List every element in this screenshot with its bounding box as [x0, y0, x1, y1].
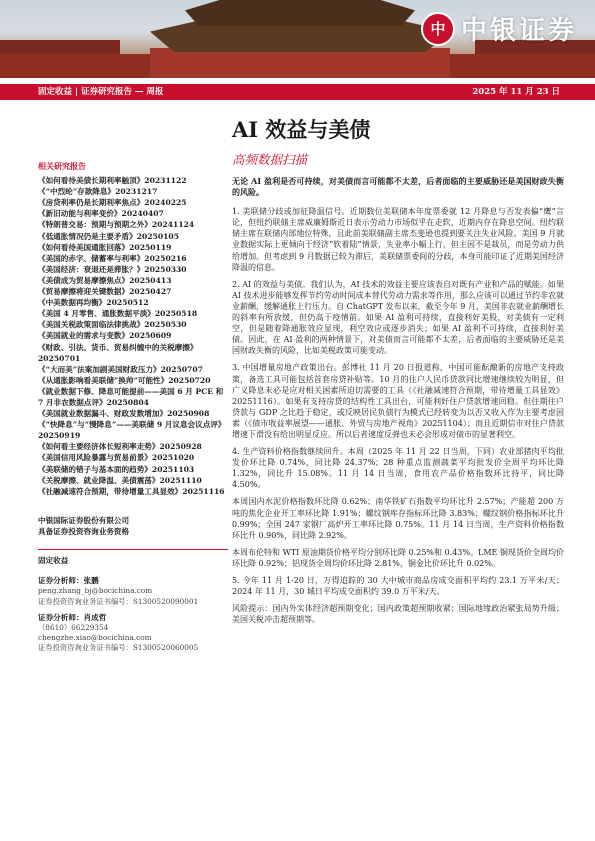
sidebar [38, 161, 228, 654]
analyst-2-name: 证券分析师：肖成哲 [38, 612, 107, 622]
related-report-item[interactable]: 《如何看待美国通胀回落》20250119 [38, 242, 172, 252]
org-info [38, 515, 228, 537]
page-title: AI 效益与美债 [232, 117, 371, 142]
analyst-1-email[interactable]: peng.zhang_bj@bocichina.com [38, 586, 153, 596]
related-heading: 相关研究报告 [38, 161, 86, 171]
related-report-item[interactable]: 《美国的赤字、储蓄率与利率》20250216 [38, 253, 187, 263]
related-report-item[interactable]: 《新旧动能与利率变价》20240407 [38, 209, 164, 219]
related-report-item[interactable]: 《“大而美”法案加剧美国财政压力》20250707 [38, 364, 203, 374]
related-reports-list [38, 175, 228, 497]
header-banner-photo [0, 0, 595, 78]
risk-warning: 风险提示：国内外实体经济超预期变化；国内政策超预期收紧；国际地缘政治紧张局势升级；美国关税冲击超预期等。 [232, 604, 564, 625]
report-category: 固定收益 | 证券研究报告 — 周报 [38, 87, 164, 97]
related-report-item[interactable]: 《就业数据下修、降息可能提前——美国 6 月 PCE 和 7 月非农数据点评》20250804 [38, 386, 224, 407]
analyst-block [38, 576, 228, 653]
related-report-item[interactable]: 《美国信用风险暴露与贸易前景》20251020 [38, 453, 195, 463]
point-4-commodities: 本周布伦特和 WTI 原油期货价格平均分别环比降 0.25%和 0.43%。LME 铜现货价全周均价环比降 0.92%；铝现货全周均价环比降 2.81%，铜金比价环比升 0.02%。 [232, 547, 564, 568]
boc-logo-icon: 中 [421, 12, 455, 46]
related-report-item[interactable]: 《美联储的错子与基本面的趋势》20251103 [38, 464, 195, 474]
related-report-item[interactable]: 《中美数据再均衡》20250512 [38, 298, 149, 308]
point-4: 4. 生产资料价格指数继续回升。本周（2025 年 11 月 22 日当周，下同）农业部猪肉平均批发价环比降 0.74%，同比降 24.37%；28 种重点监测蔬菜平均批发价全周平均环比降 1.32%，同比升 15.08%。11 月 14 日当周，食用农产品价格指数环比持平，同比降 4.50%。 [232, 447, 564, 490]
brand-logo [421, 10, 577, 47]
point-4-materials: 本周国内水泥价格指数环比降 0.62%；南华铁矿石指数平均环比升 2.57%；产能超 200 万吨的焦化企业开工率环比降 1.91%；螺纹钢库存指标环比降 3.83%；螺纹钢价格指标环比升 0.99%；全国 247 家钢厂高炉开工率环比降 0.75%。11 月 14 日当周，生产资料价格指数环比升 0.90%，同比降 2.92%。 [232, 497, 564, 540]
related-report-item[interactable]: 《美债成为贸易摩擦焦点》20250413 [38, 275, 172, 285]
report-body [232, 176, 564, 631]
analyst-2-email[interactable]: chengzhe.xiao@bocichina.com [38, 633, 152, 643]
related-report-item[interactable]: 《特朗普交易：预期与预期之外》20241124 [38, 220, 195, 230]
page-subtitle: 高频数据扫描 [232, 152, 308, 167]
related-report-item[interactable]: 《低通胀情况仍是主要矛盾》20250105 [38, 231, 179, 241]
related-report-item[interactable]: 《如何看主要经济体长短利率走势》20250928 [38, 442, 202, 452]
analyst-1-name: 证券分析师：张鹏 [38, 576, 99, 586]
summary-lead: 无论 AI 盈利是否可持续，对美债而言可能都不太差，后者面临的主要威胁还是美国财政失衡的风险。 [232, 176, 564, 198]
related-report-item[interactable]: 《美国 4 月零售、通胀数据平淡》20250518 [38, 309, 198, 319]
section-label: 固定收益 [38, 549, 228, 566]
point-3: 3. 中国增量房地产政策出台。彭博社 11 月 20 日报道称，中国可能酝酿新的房地产支持政策，备选工具可能包括首套房贷补贴等。10 月的住户人民币贷款同比增速继续较为明显，但广义降息未必是应对相关困素所迫切需要的工具（《社融减速符合预期，带待增量工具显效》20251116）。如果有支持房贷的结构性工具出台，可能利好住户贷款增速回稳。但住期住户贷款与 GDP 之比趋于稳定，或反映居民负债行为模式已经转变为以否又收入作为主要考虑因素（《债市收益率展望——通胀、外贸与房地产视角》20251104）；而且近期信市对住户贷款增速下滑没有给出明显反应。所以后者速度反弹也未必会形成对债市的显著利空。 [232, 363, 564, 439]
related-report-item[interactable]: 《房贷利率仍是长期利率焦点》20240225 [38, 198, 187, 208]
related-report-item[interactable]: 《贸易摩擦将迎关键数据》20250427 [38, 287, 172, 297]
org-name: 中银国际证券股份有限公司 [38, 515, 130, 525]
related-report-item[interactable]: 《美国就业数据漏斗、财政发数增加》20250908 [38, 409, 210, 419]
brand-name: 中银证券 [460, 16, 577, 46]
related-report-item[interactable]: 《“中烈纶”存款降息》20231217 [38, 187, 158, 197]
related-report-item[interactable]: 《从通胀影响看美联储”换帅”可能性》20250720 [38, 375, 211, 385]
related-report-item[interactable]: 《关税摩擦、就业降温、美债震荡》20251110 [38, 475, 202, 485]
related-report-item[interactable]: 《如何看待美债长期利率触顶》20231122 [38, 176, 187, 186]
org-qualification: 具备证券投资咨询业务资格 [38, 526, 130, 536]
report-type-band [0, 84, 595, 100]
related-report-item[interactable]: 《美国就业的需求与变数》20250609 [38, 331, 172, 341]
related-report-item[interactable]: 《财政、引法、货币、贸易纠缠中的关税摩擦》20250701 [38, 342, 198, 363]
related-report-item[interactable]: 《“快降息”与“慢降息”——美联储 9 月议息会议点评》20250919 [38, 420, 226, 441]
point-2: 2. AI 的效益与美债。我们认为，AI 技术的效益主要应该表自对既有产业和产品的赋能。如果 AI 技术进步能够发挥节约劳动时间成本替代劳动力需求等作用，那么应该可以通过节约非农就业薪酬，缓解通胀上行压力。自 ChatGPT 发布以来，截至今年 9 月，美国非农就业薪酬增长的斜率有所放缓，但仍高于疫情前。如果 AI 盈利可持续，直接利好美股，对美债有一定利空，但是随着降通胀效应显现，利空效应或逐步消失；如果 AI 盈利不可持续，直接利好美债。因此，在 AI 盈利的两种情景下，对美债而言可能都不太差，后者面临的主要威胁还是美国财政失衡的风险，比如美税政策可能变动。 [232, 279, 564, 356]
palace-upper-roof [185, 0, 415, 26]
analyst-2-phone: （8610）66229354 [38, 622, 109, 632]
related-report-item[interactable]: 《社融减速符合预期，带待增量工具显效》20251116 [38, 486, 225, 496]
palace-gate [150, 48, 450, 78]
analyst-2-cert: 证券投资咨询业务证书编号：S1300520060005 [38, 643, 199, 653]
point-1: 1. 美联储分歧或加征降温信号。近期数位美联储本年度票委就 12 月降息与否发表偏“鹰”言论，但纽约联储主席威廉姆斯近日表示劳动力市场似乎在走软，近期内存在降息空间。纽约联储主席在联储内部地位特殊，且此前美联储副主席杰斐逊也提到要关注失业风险。美国 9 月就业数据实际上更倾向于经济“软着陆”情景，失业率小幅上行，但主因不是裁员，而是劳动力供给增加。但考虑到 9 月数据已较为滞后，美联储票委间的分歧，本身可能印证了近期美国经济降温的信息。 [232, 207, 564, 272]
analyst-1-cert: 证券投资咨询业务证书编号：S1300520090001 [38, 596, 199, 606]
related-report-item[interactable]: 《美国关税政策面临法律挑战》20250530 [38, 320, 187, 330]
point-5: 5. 今年 11 月 1-20 日，万得追踪的 30 大中城市商品房成交面积平均约 23.1 万平米/天；2024 年 11 月，30 城日平均成交面积约 39.0 万平米/天。 [232, 576, 564, 597]
report-date: 2025 年 11 月 23 日 [472, 87, 560, 97]
related-report-item[interactable]: 《美国经济：衰退还是滞胀？》20250330 [38, 264, 187, 274]
